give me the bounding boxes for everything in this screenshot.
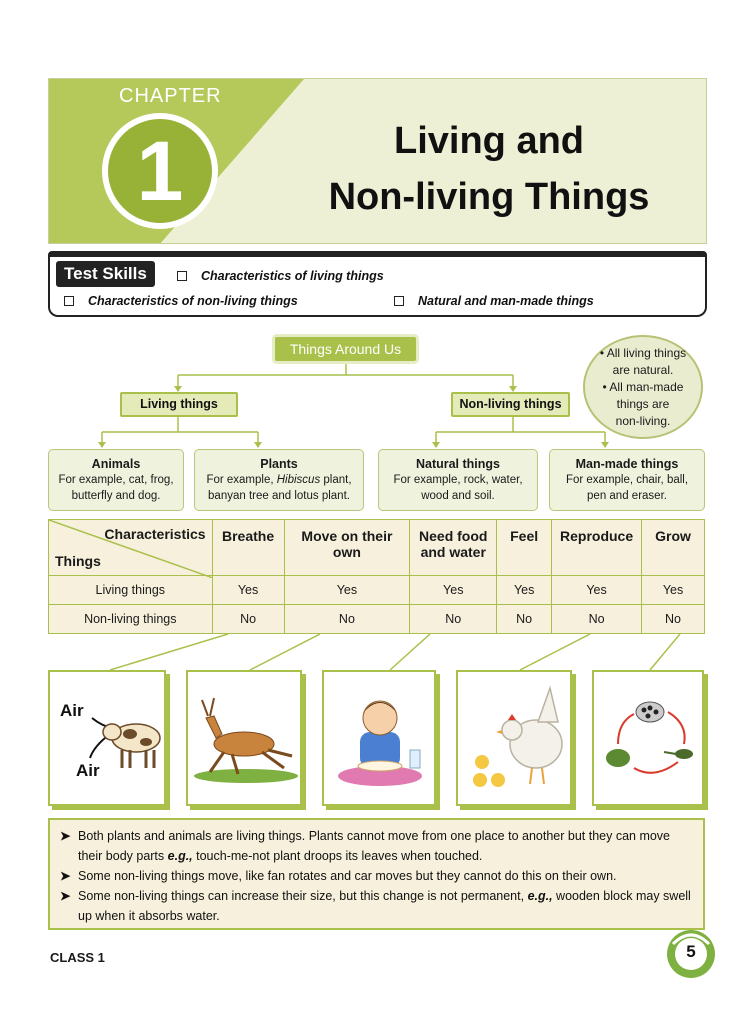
tree-nonliving: Non-living things (451, 392, 570, 417)
image-hen-reproduce (456, 670, 572, 806)
page-number: 5 (686, 942, 696, 961)
column-header: Feel (497, 520, 552, 576)
column-header: Move on their own (284, 520, 410, 576)
title-line-2: Non-living Things (328, 176, 650, 218)
row-label: Non-living things (49, 605, 213, 634)
table-cell: No (497, 605, 552, 634)
category-plants: Plants For example, Hibiscus plant, banyan tree and lotus plant. (194, 449, 364, 511)
skill-item: Characteristics of living things (177, 269, 384, 283)
page-title (289, 113, 689, 225)
image-deer-moving (186, 670, 302, 806)
skill-item: Natural and man-made things (394, 294, 594, 308)
table-row (49, 576, 705, 605)
table-cell: No (642, 605, 705, 634)
image-cow-breathing (48, 670, 166, 806)
test-skills-label: Test Skills (56, 261, 155, 287)
facts-box (48, 818, 705, 930)
row-label: Living things (49, 576, 213, 605)
footer-class-label: CLASS 1 (50, 950, 105, 965)
hen-illustration (458, 672, 574, 808)
fact-item: ➤ Both plants and animals are living things. Plants cannot move from one place to another but they can move their body parts e.g., touch-me-not plant droops its leaves when touched. (60, 826, 693, 866)
checkbox-icon (394, 296, 404, 306)
note-bubble: • All living things are natural. • All man-made things are non-living. (583, 335, 703, 439)
corner-things: Things (55, 553, 101, 569)
table-cell: Yes (552, 576, 642, 605)
chapter-word: CHAPTER (119, 85, 222, 107)
tree-living: Living things (120, 392, 238, 417)
table-cell: Yes (497, 576, 552, 605)
air-label-bottom: Air (76, 761, 100, 780)
image-boy-eating (322, 670, 436, 806)
table-header-row (49, 520, 705, 576)
table-cell: Yes (642, 576, 705, 605)
category-natural: Natural things For example, rock, water, wood and soil. (378, 449, 538, 511)
column-header: Need food and water (410, 520, 497, 576)
arrow-icon: ➤ (60, 869, 71, 883)
category-animals: Animals For example, cat, frog, butterfly and dog. (48, 449, 184, 511)
table-corner-cell (49, 520, 213, 576)
cow-illustration (50, 672, 168, 808)
tree-root: Things Around Us (275, 337, 416, 361)
test-skills-box (48, 251, 707, 317)
table-cell: No (552, 605, 642, 634)
column-header: Grow (642, 520, 705, 576)
chapter-header (48, 78, 707, 244)
column-header: Reproduce (552, 520, 642, 576)
corner-characteristics: Characteristics (104, 526, 206, 542)
checkbox-icon (177, 271, 187, 281)
column-header: Breathe (212, 520, 284, 576)
boy-eating-illustration (324, 672, 438, 808)
table-cell: No (284, 605, 410, 634)
air-label-top: Air (60, 701, 84, 720)
checkbox-icon (64, 296, 74, 306)
arrow-icon: ➤ (60, 889, 71, 903)
table-cell: Yes (410, 576, 497, 605)
deer-illustration (188, 672, 304, 808)
arrow-icon: ➤ (60, 829, 71, 843)
frog-lifecycle-illustration (594, 672, 706, 808)
title-line-1: Living and (394, 120, 584, 162)
category-manmade: Man-made things For example, chair, ball, pen and eraser. (549, 449, 705, 511)
chapter-number: 1 (136, 124, 184, 218)
table-row (49, 605, 705, 634)
table-cell: Yes (212, 576, 284, 605)
table-cell: Yes (284, 576, 410, 605)
characteristics-table (48, 519, 705, 634)
table-cell: No (212, 605, 284, 634)
fact-item: ➤ Some non-living things can increase their size, but this change is not permanent, e.g., wooden block may swell up when it absorbs water. (60, 886, 693, 926)
fact-item: ➤ Some non-living things move, like fan rotates and car moves but they cannot do this on their own. (60, 866, 693, 886)
image-frog-lifecycle (592, 670, 704, 806)
table-cell: No (410, 605, 497, 634)
skill-item: Characteristics of non-living things (64, 294, 298, 308)
